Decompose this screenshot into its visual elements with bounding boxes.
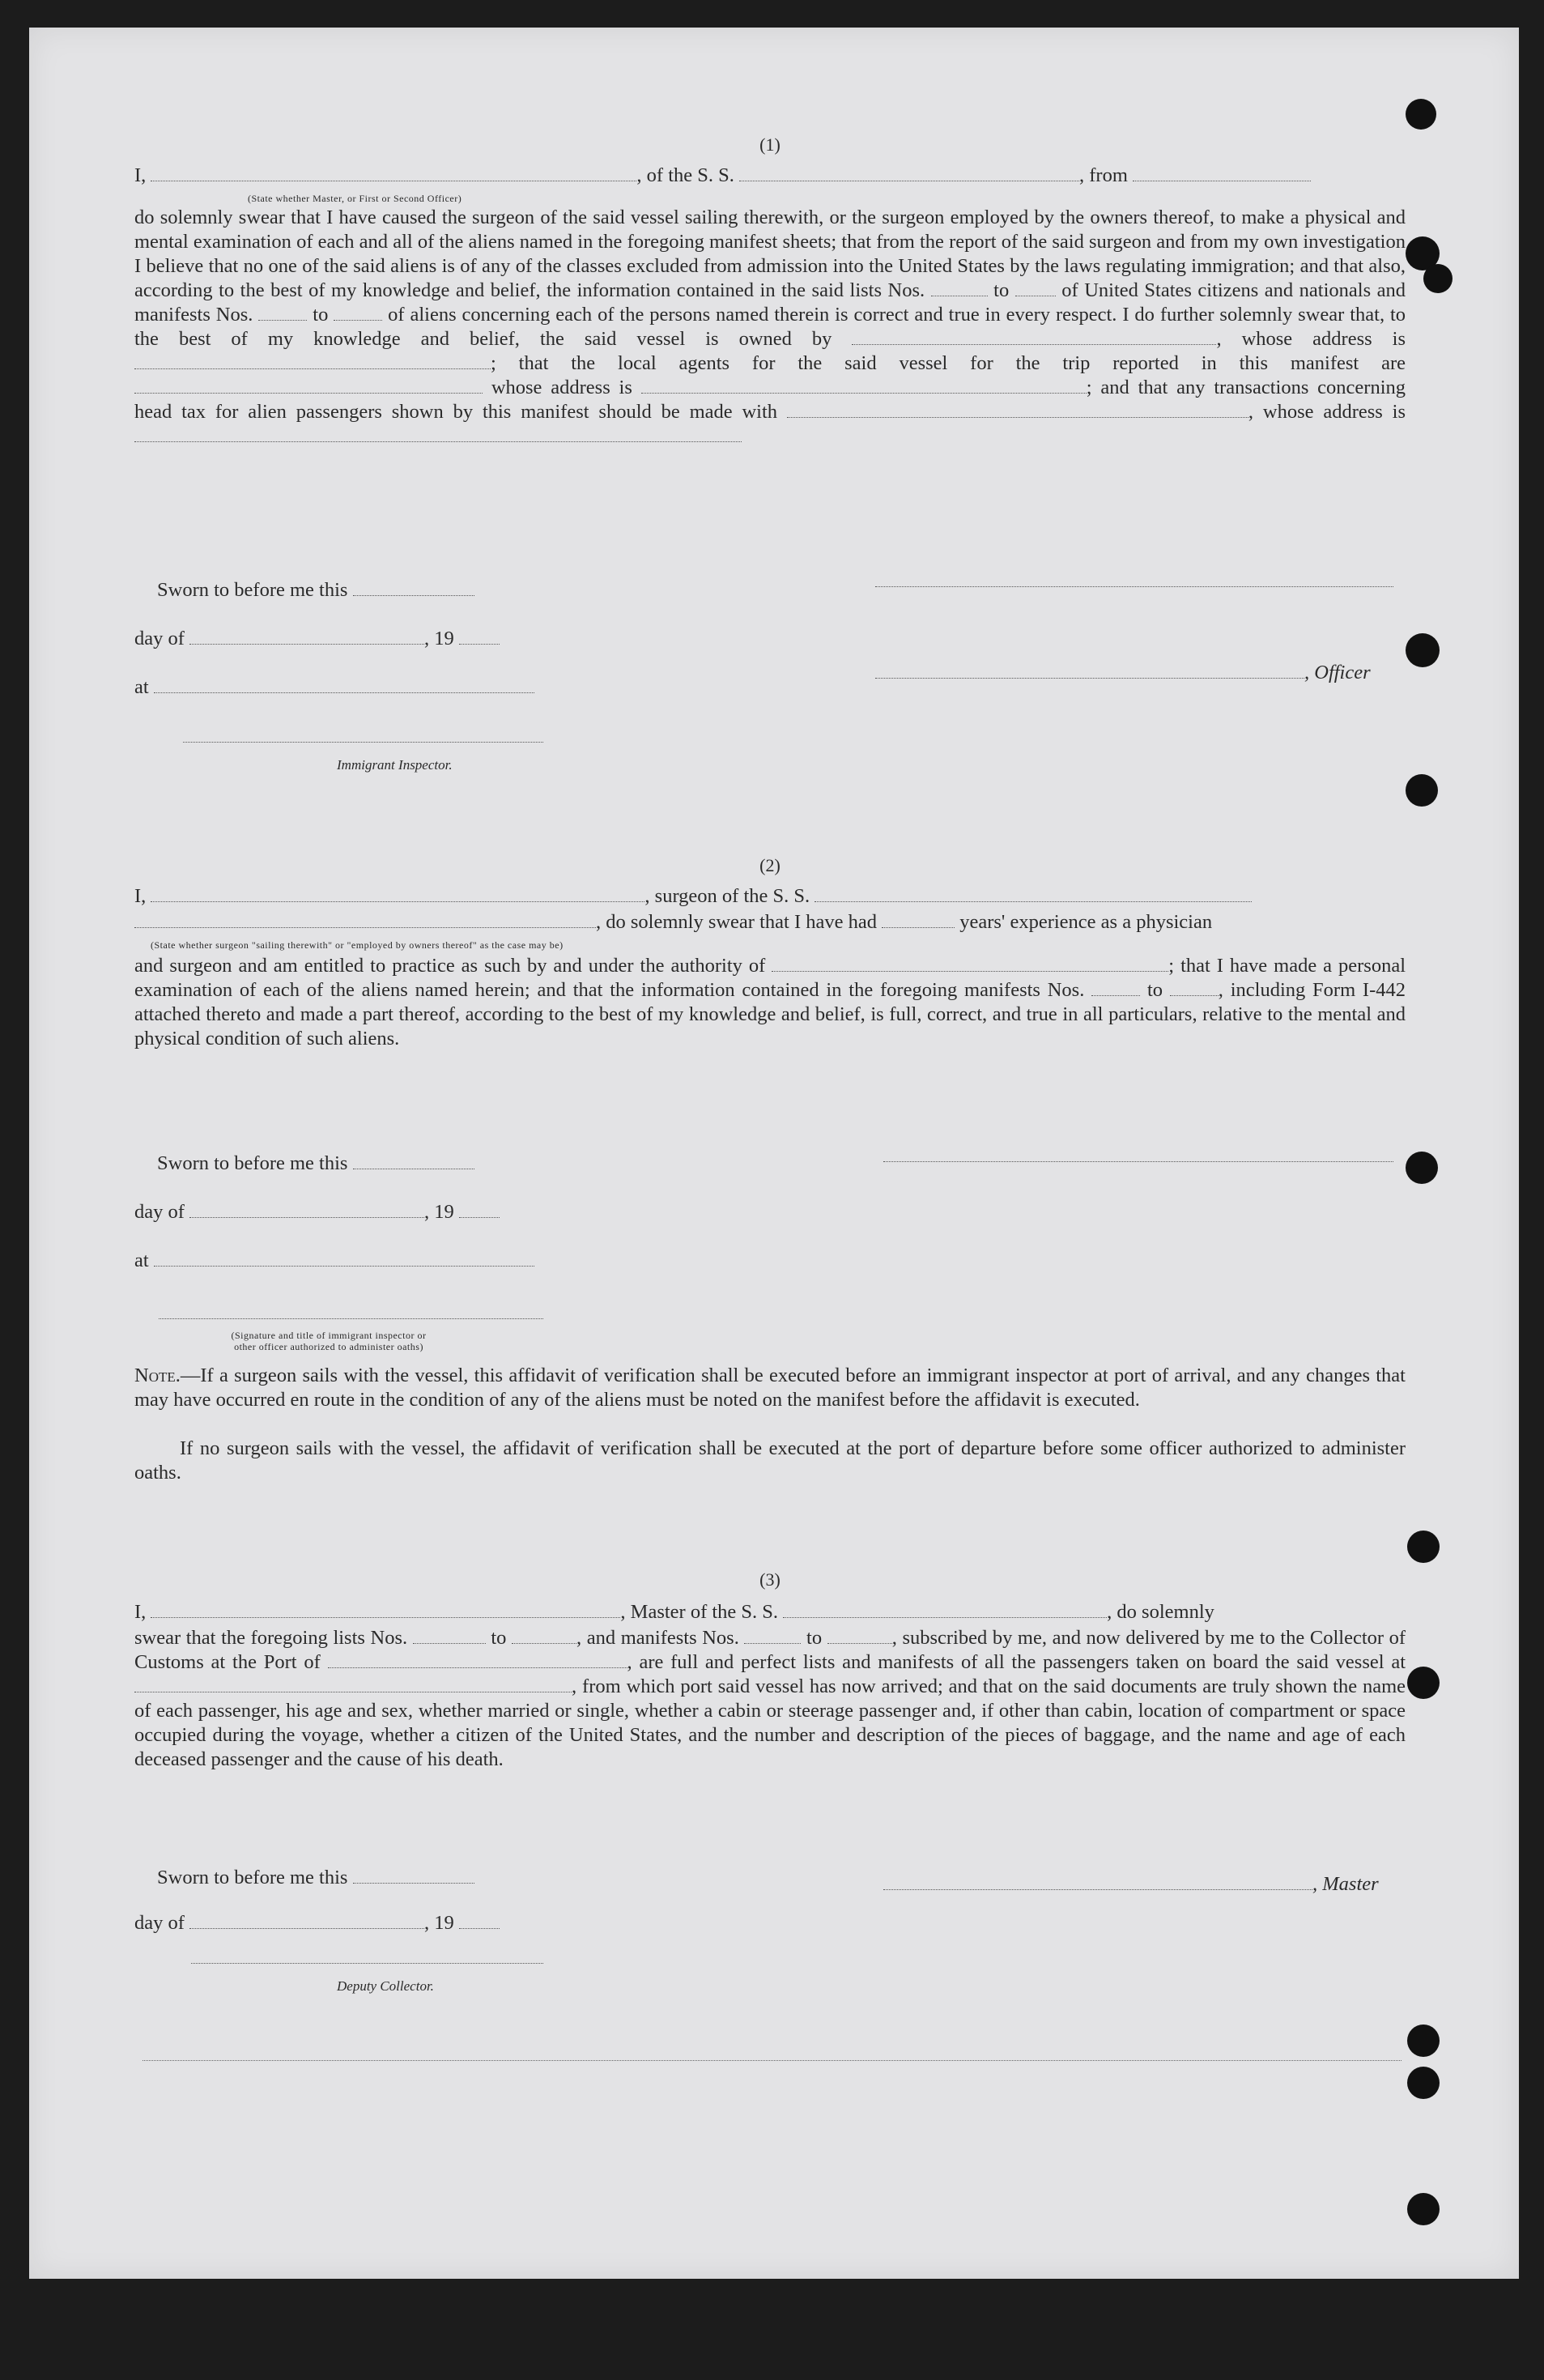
day-line [134, 1911, 500, 1935]
blank [334, 305, 382, 321]
name-blank [151, 887, 644, 902]
status-caption: (State whether surgeon "sailing therewith" or "employed by owners thereof" as the case may be) [151, 939, 564, 951]
oath-text: of United States citizens and nationals and manifests Nos. [134, 279, 1406, 326]
embark-blank [134, 1677, 572, 1692]
sworn-line [157, 1866, 474, 1890]
form-page [29, 28, 1519, 2279]
bottom-rule [142, 2060, 1402, 2061]
label-day-of: day of [134, 1912, 185, 1934]
master-blank [883, 1875, 1312, 1890]
day-blank [189, 629, 424, 645]
label-to: to [993, 279, 1010, 301]
owner-blank [852, 330, 1216, 345]
blank [1170, 981, 1219, 996]
label-address: whose address is [491, 377, 632, 398]
section-number: (1) [759, 134, 781, 155]
experience-line [134, 910, 1212, 935]
name-blank [151, 166, 636, 181]
oath-text: , subscribed by me, and now [891, 1627, 1121, 1649]
inspector-signature-line [183, 742, 543, 743]
vessel-blank [815, 887, 1252, 902]
address-blank [641, 378, 1087, 394]
note-label: Note. [134, 1365, 181, 1386]
blank [931, 281, 988, 296]
authority-blank [772, 956, 1168, 972]
blank [1091, 981, 1140, 996]
punch-hole [1406, 99, 1436, 130]
label-to: to [806, 1627, 823, 1649]
from-blank [1133, 166, 1311, 181]
label-years: years' experience as a physician [959, 911, 1213, 933]
label-from: , from [1079, 164, 1128, 186]
note-paragraph-2 [134, 1437, 1406, 1485]
day-line [134, 627, 500, 651]
oath-text: of aliens concerning each of the persons named therein is correct and true in every respect. I do further solemnly swear that, to the best of my knowledge and belief, the said vessel is owned by [134, 304, 1406, 350]
label-i: I, [134, 164, 147, 186]
at-blank [154, 678, 534, 693]
punch-hole [1407, 1667, 1440, 1699]
master-line [134, 1600, 1214, 1624]
headtax-blank [787, 402, 1248, 418]
label-at: at [134, 676, 149, 698]
label-sworn: Sworn to before me this [157, 1867, 348, 1888]
blank [512, 1629, 576, 1644]
label-officer: , Officer [1304, 662, 1371, 683]
label-at: at [134, 1250, 149, 1271]
collector-caption: Deputy Collector. [337, 1978, 434, 1994]
label-sworn: Sworn to before me this [157, 1152, 348, 1174]
label-master-of: , Master of the S. S. [620, 1601, 779, 1623]
address-blank [134, 354, 491, 369]
label-of-ss: , of the S. S. [636, 164, 734, 186]
oath-text: , are full and perfect lists and [627, 1651, 871, 1673]
section-number: (3) [759, 1569, 781, 1590]
oath-text: , and manifests Nos. [576, 1627, 739, 1649]
punch-hole [1407, 2024, 1440, 2057]
oath-text: ; and that any transactions concerning head tax for alien passengers shown by this manifest should be made with [134, 377, 1406, 423]
years-blank [882, 913, 955, 928]
blank [827, 1629, 892, 1644]
note-text: If no surgeon sails with the vessel, the affidavit of verification shall be executed at the port of departure before some officer authorized to administer oaths. [134, 1437, 1406, 1484]
vessel-blank [739, 166, 1079, 181]
date-blank [353, 581, 474, 596]
signature-line [883, 1161, 1393, 1162]
punch-hole [1407, 1531, 1440, 1563]
blank [1015, 281, 1056, 296]
oath-text: port said vessel has now arrived; and that on the said documents are truly shown the name of each passenger, his age and sex, whether married or single, whether a cabin or steerage passenger and, if other than cabin, location of compartment or space occupied during the voyage, whether a citizen of the United States, and the number and description of the pieces of baggage, and the name and age of each deceased passenger and the cause of his death. [134, 1675, 1406, 1770]
inspector-caption: Immigrant Inspector. [337, 757, 453, 773]
oath-text: do solemnly swear that I have caused the surgeon of the said vessel sailing therewith, or the surgeon employed by the owners thereof, to make a physical and mental examination of each and all of the aliens named in the foregoing manifest sheets; that from the report of the said surgeon and from my own investigation I believe that no one of the said aliens is of any of the classes excluded from admission into the United States by the laws regulating immigration; and that also, according to the best of my knowledge and belief, the information contained in the said lists Nos. [134, 206, 1406, 301]
punch-hole [1406, 1152, 1438, 1184]
master-signature-line [883, 1872, 1379, 1897]
blank [744, 1629, 801, 1644]
label-year: , 19 [424, 1201, 454, 1223]
section-number: (2) [759, 855, 781, 875]
blank [258, 305, 307, 321]
address-blank [134, 427, 742, 442]
oath-text: manifests of all the passengers taken on board the said vessel at [878, 1651, 1406, 1673]
label-i: I, [134, 885, 147, 907]
label-i: I, [134, 1601, 147, 1623]
date-blank [353, 1868, 474, 1884]
day-blank [189, 1914, 424, 1929]
day-blank [189, 1203, 424, 1218]
port-blank [328, 1653, 627, 1668]
label-to: to [313, 304, 329, 326]
oath-text: , including Form I-442 attached thereto and made a part thereof, according to the best of my knowledge and belief, is full, correct, and true in all particulars, relative to the mental and physical condition of such aliens. [134, 979, 1406, 1049]
label-day-of: day of [134, 628, 185, 649]
title-caption: (State whether Master, or First or Second Officer) [248, 193, 462, 204]
sworn-line [157, 1152, 474, 1176]
day-line [134, 1200, 500, 1224]
oath-text: delivered by me to the Collector of Customs at the Port of [134, 1627, 1406, 1673]
label-to: to [491, 1627, 507, 1649]
signature-line [875, 586, 1393, 587]
label-surgeon-of: , surgeon of the S. S. [644, 885, 810, 907]
label-sworn: Sworn to before me this [157, 579, 348, 601]
collector-signature-line [191, 1963, 543, 1964]
note-text: —If a surgeon sails with the vessel, this affidavit of verification shall be executed before an immigrant inspector at port of arrival, and any changes that may have occurred en route in the condition of any of the aliens must be noted on the manifest before the affidavit is executed. [134, 1365, 1406, 1411]
label-year: , 19 [424, 628, 454, 649]
oath-text: ; that the local agents for the said vessel for the trip reported in this manifest are [491, 352, 1406, 374]
year-blank [459, 629, 500, 645]
surgeon-paragraph: and surgeon and am entitled to practice as such by and under the authority of ; that I have made a personal examination of each of the aliens named herein; and that the information contained in the foregoing manifests Nos. to , including Form I-442 attached thereto and made a part thereof, according to the best of my knowledge and belief, is full, correct, and true in all particulars, relative to the mental and physical condition of such aliens. [134, 955, 1406, 1049]
agents-blank [134, 378, 483, 394]
year-blank [459, 1203, 500, 1218]
date-blank [353, 1154, 474, 1169]
punch-hole [1407, 2193, 1440, 2225]
punch-hole [1406, 774, 1438, 807]
year-blank [459, 1914, 500, 1929]
affidavit-section-2 [134, 854, 1406, 1501]
oath-text: that I have made a personal examination of each of the aliens named herein; and that the information contained in the foregoing manifests Nos. [134, 955, 1406, 1001]
at-line [134, 675, 534, 700]
label-address: , whose address is [1248, 401, 1406, 423]
label-day-of: day of [134, 1201, 185, 1223]
affidavit-section-1 [134, 133, 1406, 805]
label-address: , whose address is [1216, 328, 1406, 350]
affidavit-section-3 [134, 1568, 1406, 2021]
label-to: to [1146, 979, 1163, 1001]
label-swear: , do solemnly swear that I have had [596, 911, 877, 933]
officer-line [875, 661, 1371, 685]
oath-text: and surgeon and am entitled to practice as such by and under the authority of [134, 955, 766, 977]
oath-text: swear that the foregoing lists Nos. [134, 1627, 408, 1649]
label-swear: , do solemnly [1107, 1601, 1214, 1623]
at-line [134, 1249, 534, 1273]
punch-hole [1406, 633, 1440, 667]
signature-caption: (Signature and title of immigrant inspector or other officer authorized to administer oaths) [231, 1330, 427, 1352]
status-blank [134, 913, 596, 928]
blank [413, 1629, 486, 1644]
officer-signature-line [159, 1318, 543, 1319]
note-paragraph [134, 1364, 1406, 1412]
master-paragraph [134, 1626, 1406, 1772]
oath-text: , from which [572, 1675, 675, 1697]
punch-hole [1423, 264, 1453, 293]
officer-blank [875, 663, 1304, 679]
surgeon-line [134, 884, 1252, 909]
label-year: , 19 [424, 1912, 454, 1934]
name-blank [151, 1603, 620, 1618]
punch-hole [1407, 2067, 1440, 2099]
sworn-line [157, 578, 474, 602]
at-blank [154, 1251, 534, 1267]
label-master: , Master [1312, 1873, 1379, 1895]
vessel-blank [783, 1603, 1107, 1618]
oath-line [134, 164, 1311, 188]
oath-paragraph [134, 206, 1406, 449]
